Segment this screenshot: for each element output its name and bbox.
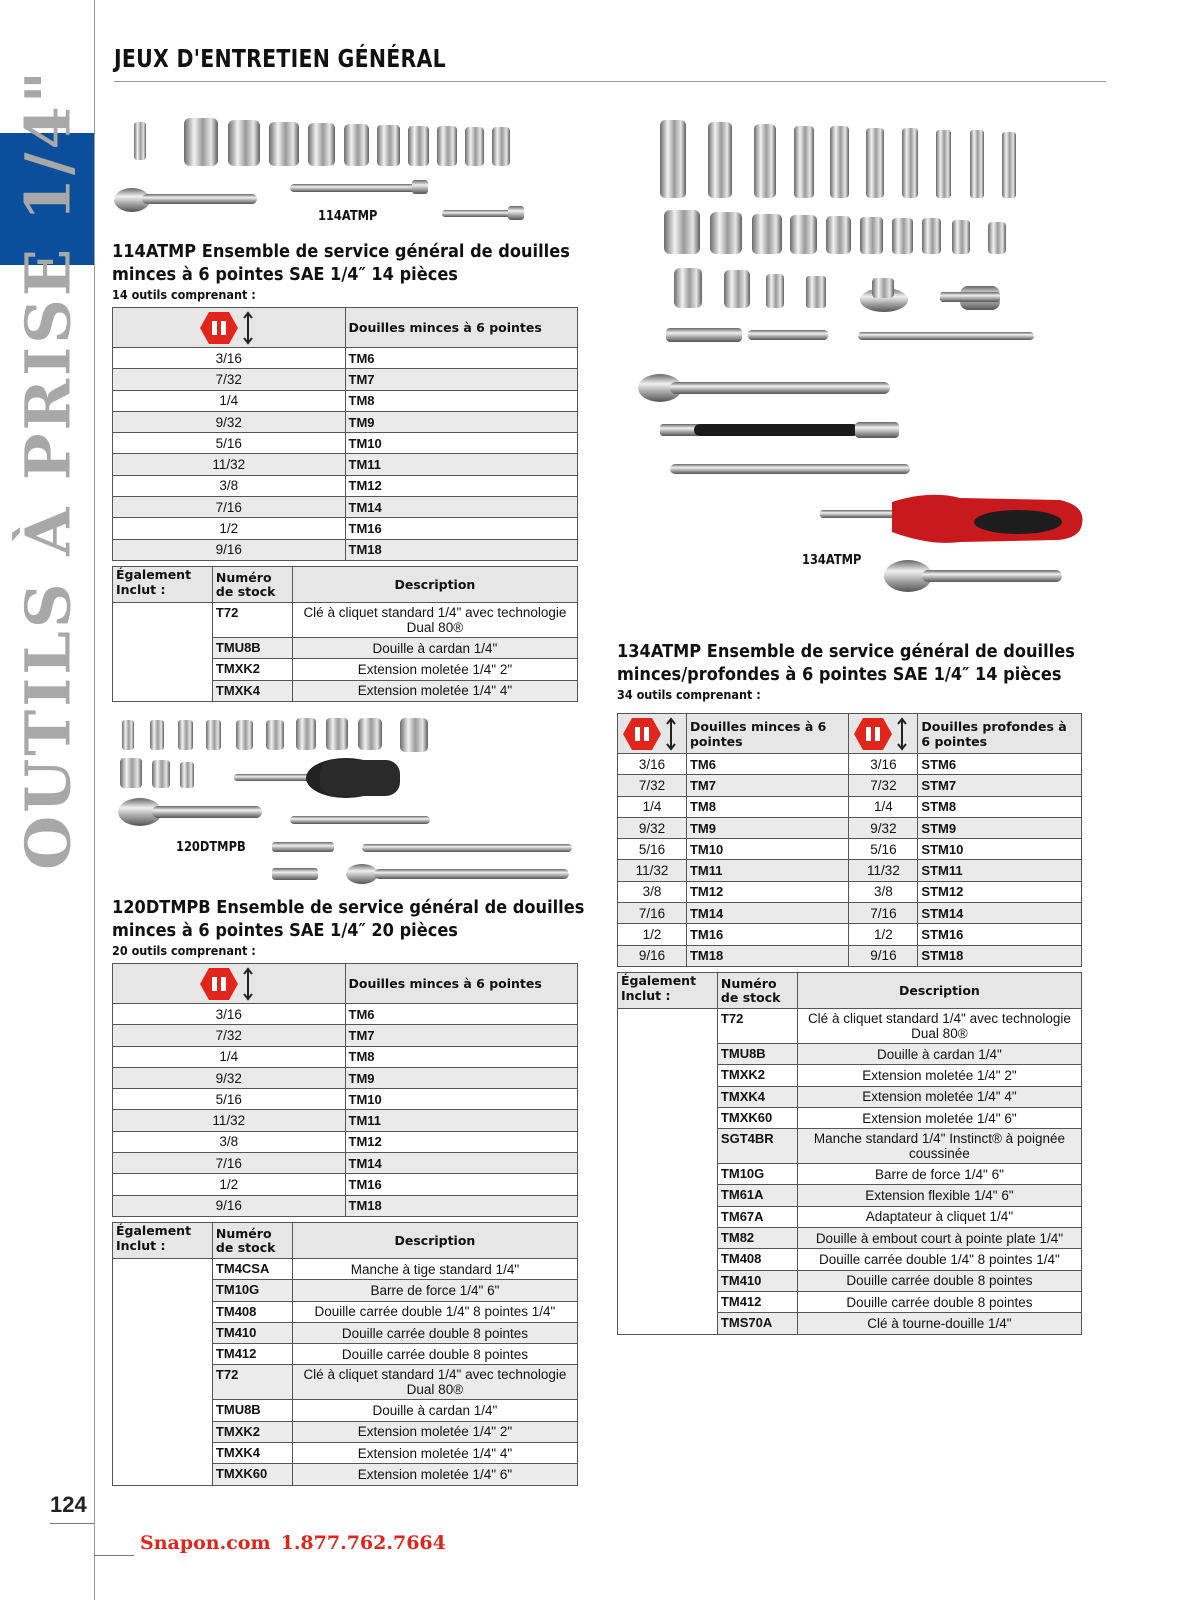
socket-row <box>113 369 578 390</box>
socket-part-number: TM16 <box>345 518 578 539</box>
socket-row <box>113 411 578 432</box>
socket-row <box>113 1131 578 1152</box>
socket-part-number: TM11 <box>686 860 848 881</box>
socket-part-number: TM7 <box>686 775 848 796</box>
item-description: Douille carrée double 1/4" 8 pointes 1/4" <box>797 1249 1081 1270</box>
socket-size: 5/16 <box>849 839 918 860</box>
item-description: Clé à cliquet standard 1/4" avec technologie Dual 80® <box>292 603 577 638</box>
socket-table-134atmp <box>617 713 1082 967</box>
socket-size: 9/16 <box>113 1195 346 1216</box>
socket-part-number: STM9 <box>918 817 1082 838</box>
socket-size: 3/16 <box>618 754 687 775</box>
stock-number-header: Numéro de stock <box>717 973 797 1009</box>
item-description: Douille carrée double 8 pointes <box>797 1291 1081 1312</box>
socket-part-number: STM12 <box>918 881 1082 902</box>
socket-part-number: TM18 <box>345 539 578 560</box>
item-description: Manche à tige standard 1/4" <box>292 1259 577 1280</box>
item-description: Extension flexible 1/4" 6" <box>797 1185 1081 1206</box>
footer <box>140 1532 446 1554</box>
socket-part-number: TM7 <box>345 369 578 390</box>
socket-part-number: TM14 <box>686 903 848 924</box>
socket-part-number: STM8 <box>918 796 1082 817</box>
socket-size: 9/32 <box>849 817 918 838</box>
socket-row <box>113 1110 578 1131</box>
item-description: Extension moletée 1/4" 2" <box>797 1065 1081 1086</box>
six-point-socket-icon <box>854 716 912 752</box>
item-description: Douille à cardan 1/4" <box>292 638 577 659</box>
socket-size: 9/32 <box>113 1067 346 1088</box>
set-title-line: 120DTMPB Ensemble de service général de douilles <box>112 897 585 918</box>
description-header: Description <box>797 973 1081 1009</box>
page-number: 124 <box>50 1492 87 1517</box>
socket-row <box>113 497 578 518</box>
socket-part-number: TM8 <box>345 1046 578 1067</box>
stock-number: TMU8B <box>212 1400 292 1421</box>
socket-size: 11/32 <box>849 860 918 881</box>
socket-row <box>113 390 578 411</box>
page-title: JEUX D'ENTRETIEN GÉNÉRAL <box>114 44 446 73</box>
photo-label-134atmp: 134ATMP <box>802 553 862 568</box>
socket-part-number: STM18 <box>918 945 1082 966</box>
socket-part-number: STM11 <box>918 860 1082 881</box>
socket-size: 9/16 <box>618 945 687 966</box>
item-description: Extension moletée 1/4" 6" <box>292 1464 577 1485</box>
item-description: Douille carrée double 8 pointes <box>797 1270 1081 1291</box>
includes-label: Également Inclut : <box>113 567 213 603</box>
socket-part-number: TM12 <box>345 1131 578 1152</box>
product-photo-120dtmpb <box>112 712 582 892</box>
socket-part-number: TM10 <box>686 839 848 860</box>
stock-number: TM410 <box>717 1270 797 1291</box>
socket-part-number: TM10 <box>345 1089 578 1110</box>
stock-number: TMU8B <box>717 1044 797 1065</box>
socket-row <box>618 775 1082 796</box>
stock-number: TM67A <box>717 1206 797 1227</box>
socket-size-header <box>849 714 918 754</box>
socket-table-114atmp <box>112 307 578 561</box>
socket-size: 1/4 <box>849 796 918 817</box>
item-description: Adaptateur à cliquet 1/4" <box>797 1206 1081 1227</box>
six-point-socket-icon <box>200 310 258 346</box>
socket-row <box>113 433 578 454</box>
item-description: Extension moletée 1/4" 2" <box>292 659 577 680</box>
set-title-120dtmpb <box>112 896 584 942</box>
socket-size: 1/4 <box>113 390 346 411</box>
socket-size: 11/32 <box>618 860 687 881</box>
socket-part-number: TM18 <box>345 1195 578 1216</box>
socket-row <box>113 518 578 539</box>
socket-size: 5/16 <box>618 839 687 860</box>
item-description: Douille à cardan 1/4" <box>797 1044 1081 1065</box>
socket-size: 1/2 <box>113 518 346 539</box>
socket-row <box>113 1025 578 1046</box>
includes-label-cell <box>113 1259 213 1486</box>
stock-number: T72 <box>717 1009 797 1044</box>
includes-label: Également Inclut : <box>618 973 718 1009</box>
item-description: Extension moletée 1/4" 4" <box>292 1443 577 1464</box>
item-description: Douille carrée double 8 pointes <box>292 1322 577 1343</box>
socket-size: 5/16 <box>113 433 346 454</box>
stock-number: TMS70A <box>717 1313 797 1334</box>
socket-part-number: TM9 <box>345 1067 578 1088</box>
photo-label-114atmp: 114ATMP <box>318 209 378 224</box>
socket-size: 1/2 <box>618 924 687 945</box>
set-subtitle-114atmp: 14 outils comprenant : <box>112 287 256 302</box>
socket-part-number: TM18 <box>686 945 848 966</box>
stock-number-header: Numéro de stock <box>212 1223 292 1259</box>
socket-row <box>618 860 1082 881</box>
included-item-row <box>113 603 578 638</box>
socket-size: 3/16 <box>113 348 346 369</box>
socket-part-number: TM16 <box>686 924 848 945</box>
socket-size: 7/16 <box>849 903 918 924</box>
item-description: Barre de force 1/4" 6" <box>292 1280 577 1301</box>
socket-size: 3/8 <box>618 881 687 902</box>
socket-table-120dtmpb <box>112 963 578 1217</box>
set-subtitle-134atmp: 34 outils comprenant : <box>617 687 761 702</box>
socket-part-number: TM12 <box>686 881 848 902</box>
socket-row <box>113 1046 578 1067</box>
socket-part-number: TM10 <box>345 433 578 454</box>
socket-size: 3/16 <box>849 754 918 775</box>
socket-row <box>618 945 1082 966</box>
socket-part-number: STM6 <box>918 754 1082 775</box>
socket-row <box>618 839 1082 860</box>
stock-number-header: Numéro de stock <box>212 567 292 603</box>
item-description: Barre de force 1/4" 6" <box>797 1164 1081 1185</box>
socket-size: 3/8 <box>113 1131 346 1152</box>
socket-row <box>618 924 1082 945</box>
socket-row <box>618 881 1082 902</box>
stock-number: TM408 <box>717 1249 797 1270</box>
socket-size: 9/32 <box>113 411 346 432</box>
stock-number: TM10G <box>212 1280 292 1301</box>
socket-type-header: Douilles minces à 6 pointes <box>345 308 578 348</box>
stock-number: TM4CSA <box>212 1259 292 1280</box>
socket-size-header <box>618 714 687 754</box>
includes-label: Également Inclut : <box>113 1223 213 1259</box>
socket-row <box>113 475 578 496</box>
socket-row <box>618 754 1082 775</box>
socket-part-number: STM16 <box>918 924 1082 945</box>
socket-size: 7/16 <box>113 497 346 518</box>
title-rule <box>114 81 1106 82</box>
socket-part-number: TM9 <box>686 817 848 838</box>
socket-part-number: TM6 <box>345 348 578 369</box>
socket-size: 7/32 <box>113 369 346 390</box>
socket-row <box>113 539 578 560</box>
item-description: Douille à embout court à pointe plate 1/4" <box>797 1228 1081 1249</box>
socket-part-number: STM10 <box>918 839 1082 860</box>
stock-number: TMXK60 <box>717 1107 797 1128</box>
socket-row <box>113 1089 578 1110</box>
socket-part-number: TM11 <box>345 1110 578 1131</box>
socket-row <box>113 1174 578 1195</box>
set-title-line: minces à 6 pointes SAE 1/4″ 20 pièces <box>112 920 458 941</box>
stock-number: TMXK60 <box>212 1464 292 1485</box>
stock-number: TMXK4 <box>212 1443 292 1464</box>
socket-size: 11/32 <box>113 1110 346 1131</box>
footer-site-link[interactable]: Snapon.com <box>140 1532 271 1554</box>
socket-row <box>113 1067 578 1088</box>
socket-size: 7/16 <box>618 903 687 924</box>
set-title-line: minces/profondes à 6 pointes SAE 1/4″ 14 pièces <box>617 664 1062 685</box>
included-item-row <box>618 1009 1082 1044</box>
item-description: Manche standard 1/4" Instinct® à poignée coussinée <box>797 1129 1081 1164</box>
socket-size-header <box>113 308 346 348</box>
item-description: Clé à cliquet standard 1/4" avec technologie Dual 80® <box>797 1009 1081 1044</box>
socket-size: 3/8 <box>849 881 918 902</box>
socket-type-header-deep: Douilles profondes à 6 pointes <box>918 714 1082 754</box>
page-number-rule <box>50 1523 94 1524</box>
socket-size: 5/16 <box>113 1089 346 1110</box>
item-description: Clé à cliquet standard 1/4" avec technologie Dual 80® <box>292 1365 577 1400</box>
stock-number: TMXK4 <box>212 680 292 701</box>
vertical-rule <box>94 0 95 1600</box>
socket-part-number: TM9 <box>345 411 578 432</box>
includes-label-cell <box>618 1009 718 1335</box>
includes-label-cell <box>113 603 213 702</box>
socket-part-number: STM14 <box>918 903 1082 924</box>
includes-table-114atmp <box>112 566 578 702</box>
set-subtitle-120dtmpb: 20 outils comprenant : <box>112 943 256 958</box>
socket-size: 3/8 <box>113 475 346 496</box>
stock-number: TMU8B <box>212 638 292 659</box>
socket-type-header: Douilles minces à 6 pointes <box>345 964 578 1004</box>
included-item-row <box>113 1259 578 1280</box>
description-header: Description <box>292 1223 577 1259</box>
socket-part-number: TM16 <box>345 1174 578 1195</box>
socket-size: 7/32 <box>618 775 687 796</box>
stock-number: TM61A <box>717 1185 797 1206</box>
item-description: Douille à cardan 1/4" <box>292 1400 577 1421</box>
footer-phone: 1.877.762.7664 <box>280 1532 446 1554</box>
footer-rule <box>94 1555 134 1556</box>
socket-part-number: TM6 <box>686 754 848 775</box>
socket-row <box>113 1153 578 1174</box>
socket-size: 7/16 <box>113 1153 346 1174</box>
socket-part-number: TM7 <box>345 1025 578 1046</box>
socket-part-number: TM8 <box>345 390 578 411</box>
side-section-title: OUTILS À PRISE 1/4" <box>11 68 85 870</box>
includes-table-134atmp <box>617 972 1082 1335</box>
product-photo-134atmp <box>630 110 1090 608</box>
socket-part-number: TM8 <box>686 796 848 817</box>
stock-number: TM412 <box>212 1344 292 1365</box>
item-description: Clé à tourne-douille 1/4" <box>797 1313 1081 1334</box>
six-point-socket-icon <box>623 716 681 752</box>
socket-size: 9/16 <box>113 539 346 560</box>
socket-row <box>113 1195 578 1216</box>
stock-number: TMXK2 <box>212 1421 292 1442</box>
socket-size: 1/2 <box>849 924 918 945</box>
set-title-114atmp <box>112 240 570 286</box>
stock-number: TMXK2 <box>212 659 292 680</box>
socket-row <box>113 348 578 369</box>
item-description: Douille carrée double 8 pointes <box>292 1344 577 1365</box>
item-description: Extension moletée 1/4" 6" <box>797 1107 1081 1128</box>
stock-number: TM410 <box>212 1322 292 1343</box>
item-description: Extension moletée 1/4" 2" <box>292 1421 577 1442</box>
socket-part-number: TM6 <box>345 1004 578 1025</box>
six-point-socket-icon <box>200 966 258 1002</box>
socket-type-header-thin: Douilles minces à 6 pointes <box>686 714 848 754</box>
socket-row <box>113 454 578 475</box>
stock-number: TM82 <box>717 1228 797 1249</box>
stock-number: T72 <box>212 1365 292 1400</box>
item-description: Extension moletée 1/4" 4" <box>797 1086 1081 1107</box>
socket-size: 7/32 <box>113 1025 346 1046</box>
set-title-line: 114ATMP Ensemble de service général de douilles <box>112 241 570 262</box>
stock-number: TMXK4 <box>717 1086 797 1107</box>
description-header: Description <box>292 567 577 603</box>
socket-size: 9/16 <box>849 945 918 966</box>
set-title-line: minces à 6 pointes SAE 1/4″ 14 pièces <box>112 264 458 285</box>
socket-size: 7/32 <box>849 775 918 796</box>
socket-size: 9/32 <box>618 817 687 838</box>
socket-row <box>618 903 1082 924</box>
stock-number: TM10G <box>717 1164 797 1185</box>
socket-part-number: TM12 <box>345 475 578 496</box>
stock-number: T72 <box>212 603 292 638</box>
stock-number: SGT4BR <box>717 1129 797 1164</box>
includes-table-120dtmpb <box>112 1222 578 1486</box>
set-title-134atmp <box>617 640 1075 686</box>
photo-label-120dtmpb: 120DTMPB <box>176 840 246 855</box>
socket-part-number: STM7 <box>918 775 1082 796</box>
socket-part-number: TM14 <box>345 1153 578 1174</box>
stock-number: TM412 <box>717 1291 797 1312</box>
socket-size-header <box>113 964 346 1004</box>
socket-part-number: TM11 <box>345 454 578 475</box>
set-title-line: 134ATMP Ensemble de service général de douilles <box>617 641 1075 662</box>
stock-number: TM408 <box>212 1301 292 1322</box>
socket-size: 1/2 <box>113 1174 346 1195</box>
socket-row <box>618 817 1082 838</box>
socket-size: 11/32 <box>113 454 346 475</box>
socket-size: 3/16 <box>113 1004 346 1025</box>
item-description: Extension moletée 1/4" 4" <box>292 680 577 701</box>
stock-number: TMXK2 <box>717 1065 797 1086</box>
socket-size: 1/4 <box>113 1046 346 1067</box>
socket-row <box>113 1004 578 1025</box>
socket-part-number: TM14 <box>345 497 578 518</box>
item-description: Douille carrée double 1/4" 8 pointes 1/4" <box>292 1301 577 1322</box>
socket-size: 1/4 <box>618 796 687 817</box>
socket-row <box>618 796 1082 817</box>
